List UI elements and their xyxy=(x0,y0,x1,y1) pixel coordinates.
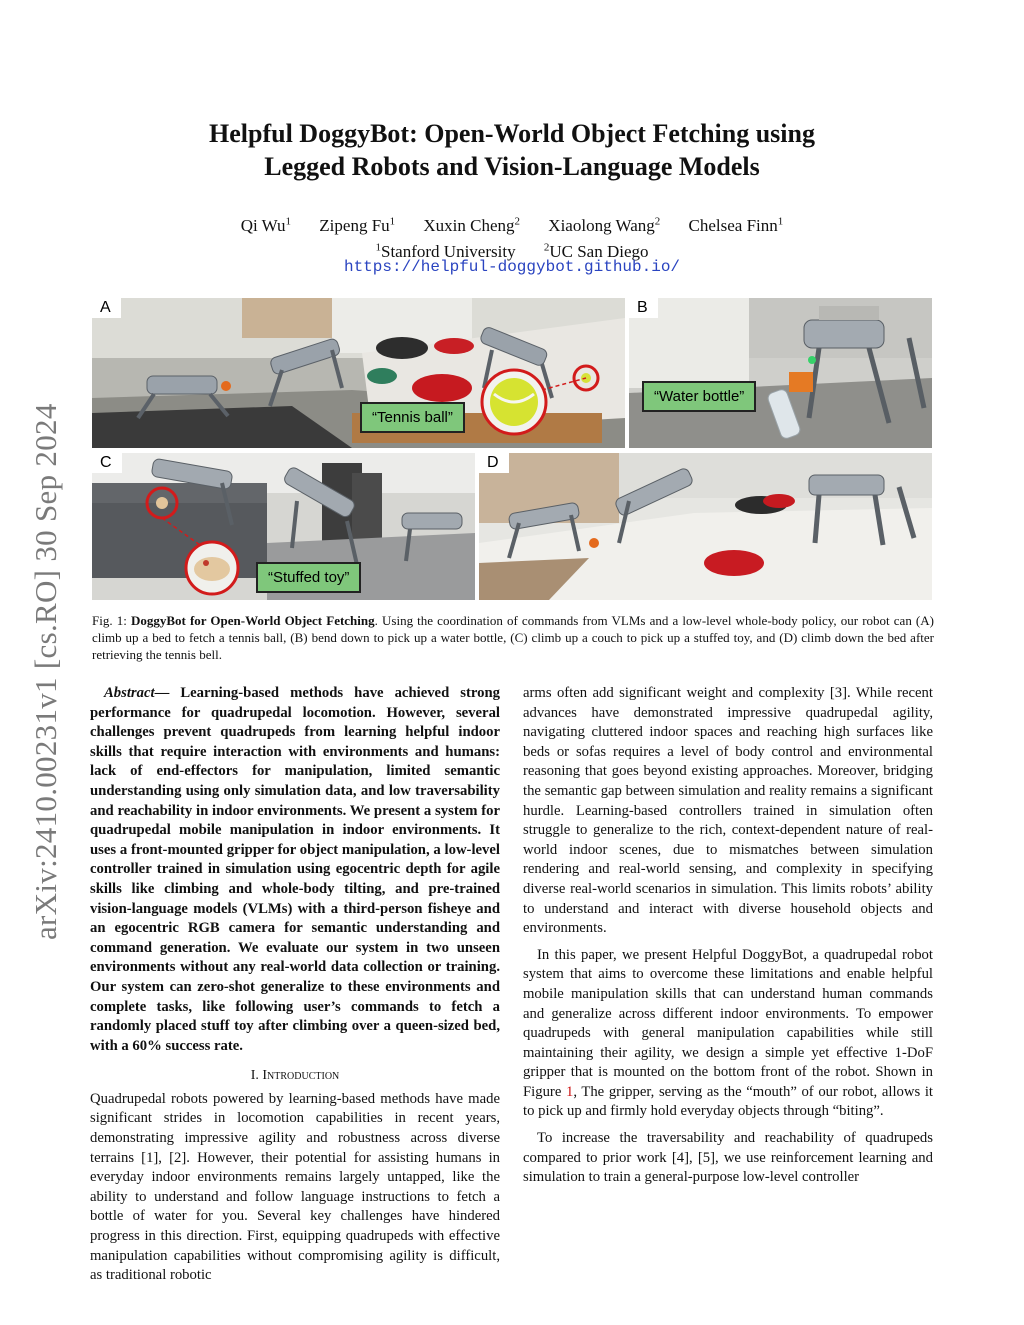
figure-panel-a xyxy=(92,298,625,448)
section-heading: I. Introduction xyxy=(250,1068,340,1084)
author: Qi Wu$^1$ xyxy=(240,215,292,235)
figure-1 xyxy=(92,298,932,600)
caption-title: DoggyBot for Open-World Object Fetching xyxy=(130,613,375,628)
panel-d-label: D xyxy=(479,453,509,473)
panel-d-photo xyxy=(479,453,932,600)
command-box-tennis-ball: “Tennis ball” xyxy=(360,402,465,433)
author: Chelsea Finn$^1$ xyxy=(688,215,784,235)
command-box-stuffed-toy: “Stuffed toy” xyxy=(256,562,361,593)
intro-paragraph: Quadrupedal robots powered by learning-based methods have made significant strides in locomotion capabilities in recent years, demonstrating impressive agility and robustness across diverse terrains [1], [2]. However, their potential for assisting humans in everyday indoor environments remains largely untapped, like the ability to understand and follow language instructions to fetch a bottle of water for you. Several key challenges have hindered progress in this direction. First, equipping quadrupeds with effective manipulation capabilities without compromising agility is difficult, as traditional robotic xyxy=(90,1090,500,1284)
figure-panel-c xyxy=(92,453,475,600)
author: Xuxin Cheng$^2$ xyxy=(423,215,521,235)
title-line-2: Legged Robots and Vision-Language Models xyxy=(264,152,760,181)
figure-caption: Fig. 1: DoggyBot for Open-World Object Fetching. Using the coordination of commands from VLMs and a low-level whole-body policy, our robot can (A) climb up a bed to fetch a tennis ball, (B) bend down to pick up a water bottle, (C) climb up a couch to pick up a stuffed toy, and (D) climb down the bed after retrieving the tennis bell. xyxy=(92,613,934,662)
right-column xyxy=(523,684,933,1188)
panel-a-label: A xyxy=(92,298,121,318)
author-block xyxy=(150,210,874,263)
abstract: Abstract— Learning-based methods have achieved strong performance for quadrupedal locomotion. However, several challenges prevent quadrupeds from learning helpful indoor skills that require interaction with environments and humans: lack of end-effectors for manipulation, limited semantic understanding using only simulation data, and low traversability and reachability in indoor environments. We present a system for quadrupedal mobile manipulation in indoor environments. It uses a front-mounted gripper for object manipulation, a low-level controller trained in simulation using egocentric depth for agile skills like climbing and whole-body tilting, and pre-trained vision-language models (VLMs) with a third-person fisheye and an egocentric RGB camera for semantic understanding and command generation. We evaluate our system in two unseen environments without any real-world data collection or training. Our system can zero-shot generalize to these environments and complete tasks, like following user’s commands to fetch a randomly placed stuff toy after climbing over a queen-sized bed, with a 60% success rate. xyxy=(90,685,500,1054)
left-column xyxy=(90,684,500,1286)
arxiv-stamp: arXiv:2410.00231v1 [cs.RO] 30 Sep 2024 xyxy=(28,403,63,940)
panel-a-photo xyxy=(92,298,625,448)
panel-b-photo xyxy=(629,298,932,448)
affiliation: $^1$Stanford University xyxy=(375,241,516,262)
paper-title xyxy=(150,117,874,183)
body-paragraph: To increase the traversability and reachability of quadrupeds compared to prior work [4], [5], we use reinforcement learning and simulation to train a general-purpose low-level controller xyxy=(523,1130,933,1186)
affiliation: $^2$UC San Diego xyxy=(543,241,649,262)
command-box-water-bottle: “Water bottle” xyxy=(642,381,756,412)
figure-reference-link[interactable]: 1 xyxy=(565,1083,574,1100)
body-paragraph: In this paper, we present Helpful DoggyBot, a quadrupedal robot system that aims to overcome these limitations and enable helpful mobile manipulation skills that can understand human commands and generalize across different indoor environments. To empower quadrupeds with general manipulation capabilities while still maintaining their agility, we design a simple yet effective 1-DoF gripper that is mounted on the bottom front of the robot. Shown in Figure 1, The gripper, serving as the “mouth” of our robot, allows it to pick up and firmly hold everyday objects through “biting”. xyxy=(523,946,933,1120)
author: Xiaolong Wang$^2$ xyxy=(548,215,661,235)
panel-c-label: C xyxy=(92,453,122,473)
panel-b-label: B xyxy=(629,298,658,318)
author-list xyxy=(150,210,874,237)
body-paragraph: arms often add significant weight and complexity [3]. While recent advances have demonstrated impressive quadrupedal agility, navigating cluttered indoor spaces and reaching high surfaces like beds or sofas requires a level of body control and environmental reasoning that goes beyond existing approaches. Moreover, bridging the semantic gap between simulation and reality remains a significant hurdle. Learning-based controllers trained in simulation often struggle to generalize to the rich, context-dependent nature of real-world indoor scenes, due to mismatches between simulation rendering and real-world sensing, and complexity in specifying diverse real-world scenarios in simulation. This limits robots’ ability to understand and interact with diverse household objects and environments. xyxy=(523,685,933,937)
figure-panel-b xyxy=(629,298,932,448)
title-line-1: Helpful DoggyBot: Open-World Object Fetching using xyxy=(209,119,815,148)
figure-panel-d xyxy=(479,453,932,600)
project-url-link[interactable]: https://helpful-doggybot.github.io/ xyxy=(343,258,681,276)
author: Zipeng Fu$^1$ xyxy=(319,215,396,235)
